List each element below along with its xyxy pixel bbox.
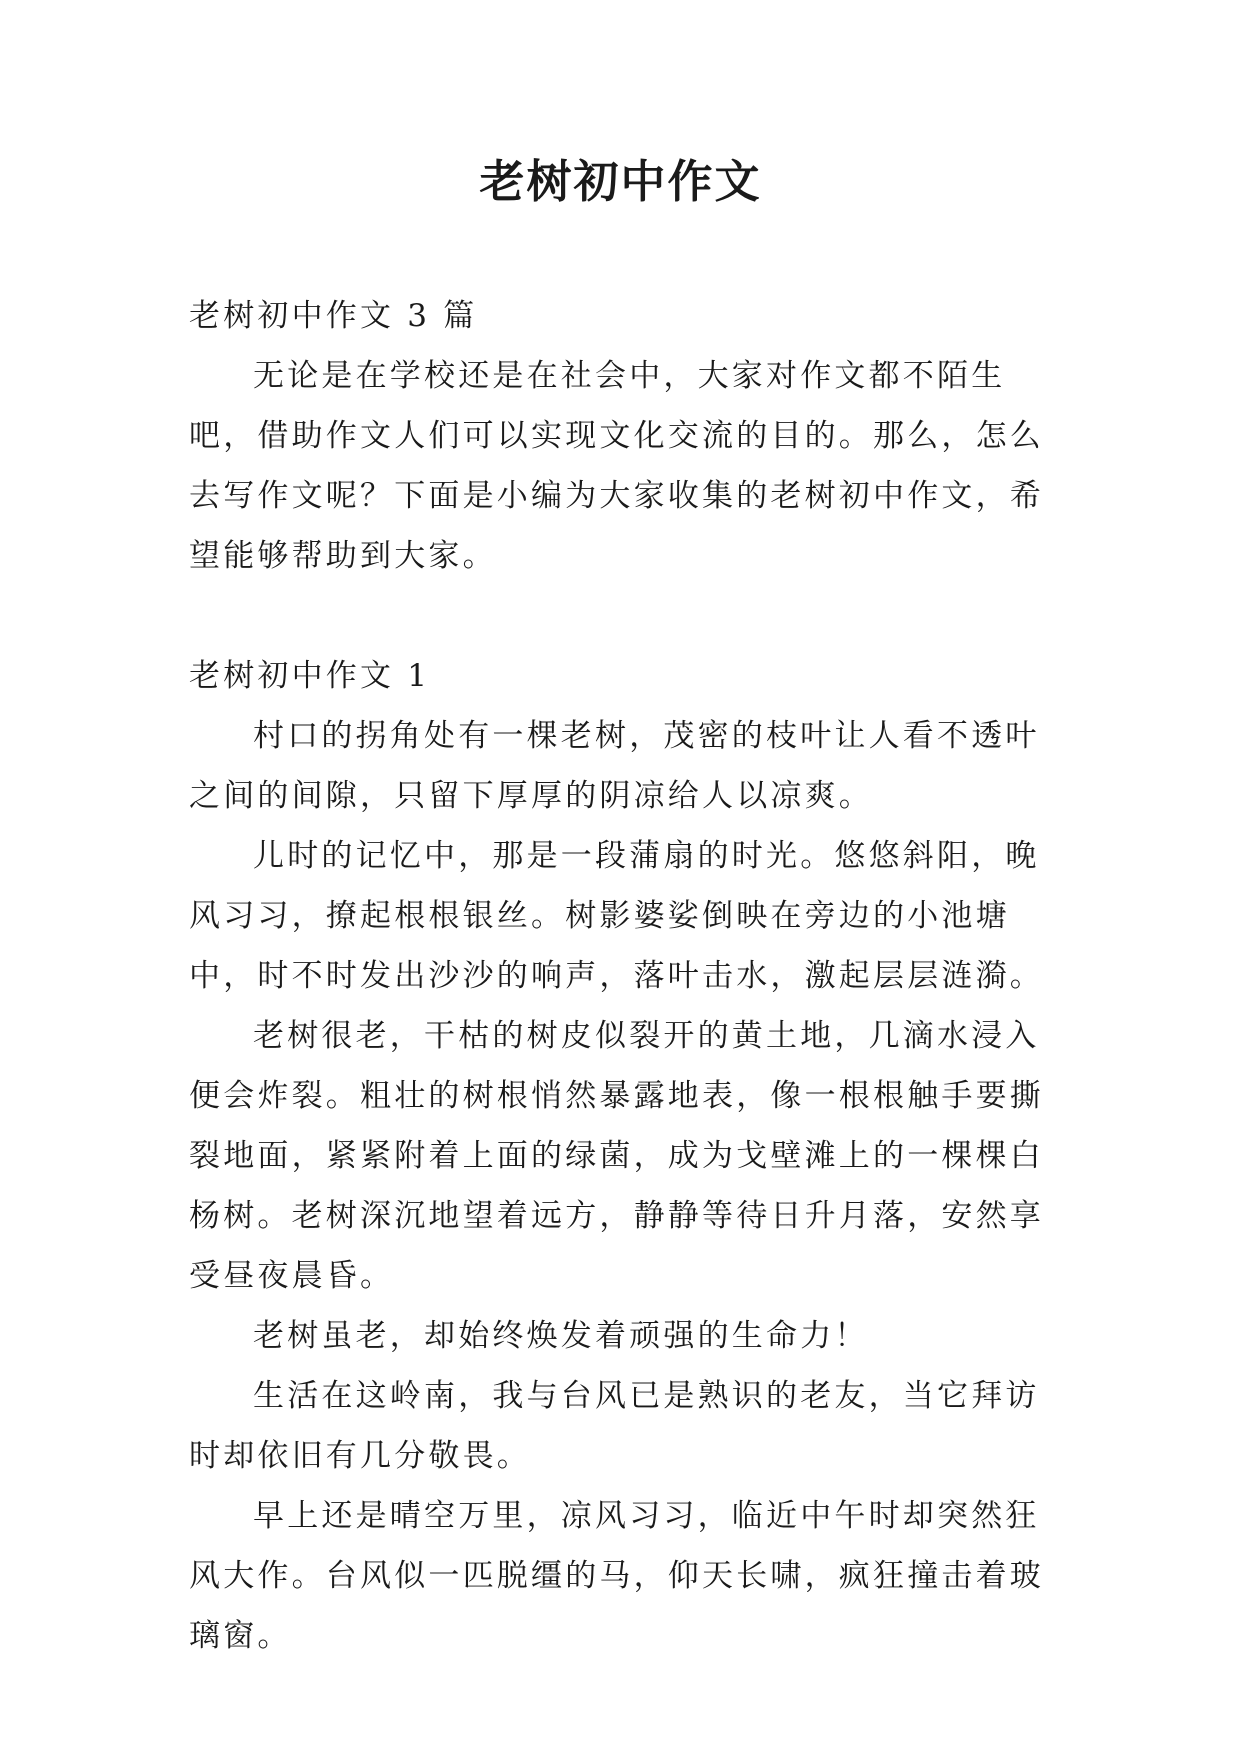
body-paragraph: 早上还是晴空万里，凉风习习，临近中午时却突然狂风大作。台风似一匹脱缰的马，仰天长啸，疯狂撞击着玻璃窗。 (189, 1498, 1044, 1654)
body-paragraph: 村口的拐角处有一棵老树，茂密的枝叶让人看不透叶之间的间隙，只留下厚厚的阴凉给人以凉爽。 (189, 718, 1040, 814)
section-heading: 老树初中作文 1 (189, 658, 431, 694)
document-subtitle: 老树初中作文 3 篇 (189, 298, 478, 334)
body-paragraph: 儿时的记忆中，那是一段蒲扇的时光。悠悠斜阳，晚风习习，撩起根根银丝。树影婆娑倒映在旁边的小池塘中，时不时发出沙沙的响声，落叶击水，激起层层涟漪。 (189, 838, 1044, 994)
document-body (189, 286, 1069, 1666)
body-paragraph: 生活在这岭南，我与台风已是熟识的老友，当它拜访时却依旧有几分敬畏。 (189, 1378, 1040, 1474)
section-spacer (189, 586, 1069, 646)
intro-paragraph: 无论是在学校还是在社会中，大家对作文都不陌生吧，借助作文人们可以实现文化交流的目的。那么，怎么去写作文呢？下面是小编为大家收集的老树初中作文，希望能够帮助到大家。 (189, 358, 1044, 574)
body-paragraph: 老树虽老，却始终焕发着顽强的生命力！ (253, 1318, 869, 1354)
document-title: 老树初中作文 (479, 155, 762, 208)
body-paragraph: 老树很老，干枯的树皮似裂开的黄土地，几滴水浸入便会炸裂。粗壮的树根悄然暴露地表，像一根根触手要撕裂地面，紧紧附着上面的绿菌，成为戈壁滩上的一棵棵白杨树。老树深沉地望着远方，静静等待日升月落，安然享受昼夜晨昏。 (189, 1018, 1044, 1294)
